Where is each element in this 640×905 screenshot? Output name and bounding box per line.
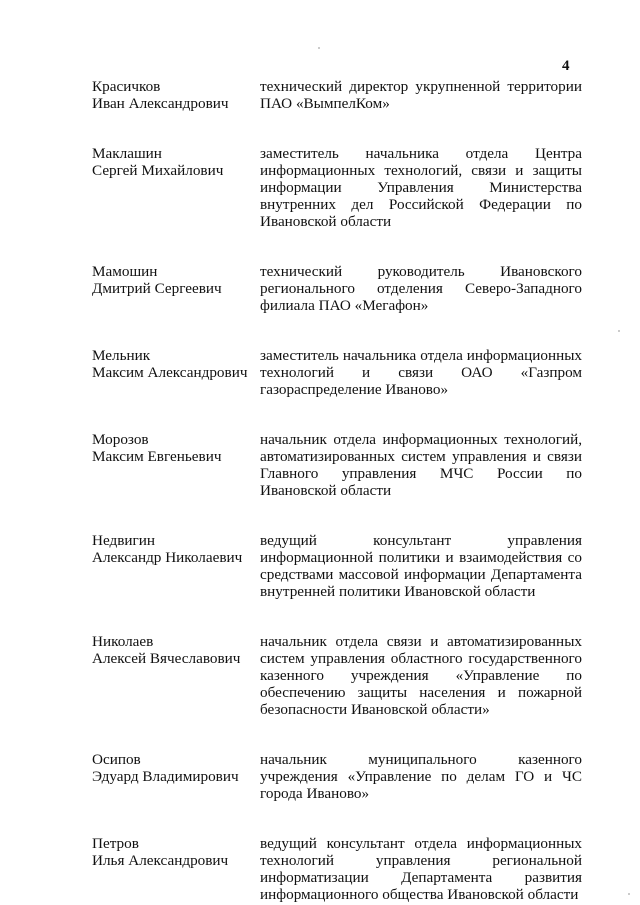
member-role: начальник муниципального казенного учреждения «Управление по делам ГО и ЧС города Иваново» (260, 751, 582, 802)
member-surname: Маклашин (92, 145, 162, 162)
member-entry (92, 835, 582, 903)
scan-speck (628, 893, 630, 895)
member-entry (92, 145, 582, 230)
member-role: ведущий консультант отдела информационных технологий управления региональной информатизации Департамента развития информационного общества Ивановской области (260, 835, 582, 903)
member-entry (92, 347, 582, 398)
member-name (92, 145, 260, 230)
member-name (92, 532, 260, 600)
member-given-names: Илья Александрович (92, 852, 229, 869)
member-role: заместитель начальника отдела информационных технологий и связи ОАО «Газпром газораспределение Иваново» (260, 347, 582, 398)
member-surname: Мельник (92, 347, 151, 364)
member-given-names: Сергей Михайлович (92, 162, 224, 179)
member-entry (92, 633, 582, 718)
member-given-names: Алексей Вячеславович (92, 650, 241, 667)
member-given-names: Александр Николаевич (92, 549, 243, 566)
member-name (92, 751, 260, 802)
member-entry (92, 751, 582, 802)
page-number: 4 (562, 58, 570, 74)
member-role: заместитель начальника отдела Центра информационных технологий, связи и защиты информации Управления Министерства внутренних дел Российской Федерации по Ивановской области (260, 145, 582, 230)
member-role: начальник отдела связи и автоматизированных систем управления областного государственного казенного учреждения «Управление по обеспечению защиты населения и пожарной безопасности Ивановской области» (260, 633, 582, 718)
member-given-names: Эдуард Владимирович (92, 768, 239, 785)
member-surname: Мамошин (92, 263, 158, 280)
member-name (92, 78, 260, 112)
member-entry (92, 263, 582, 314)
scan-speck (618, 330, 620, 332)
member-surname: Петров (92, 835, 139, 852)
member-surname: Осипов (92, 751, 141, 768)
member-given-names: Максим Евгеньевич (92, 448, 222, 465)
member-given-names: Иван Александрович (92, 95, 229, 112)
member-role: технический руководитель Ивановского регионального отделения Северо-Западного филиала ПАО «Мегафон» (260, 263, 582, 314)
member-entry (92, 532, 582, 600)
member-surname: Недвигин (92, 532, 156, 549)
member-list (92, 78, 582, 903)
member-entry (92, 78, 582, 112)
member-surname: Николаев (92, 633, 154, 650)
member-name (92, 263, 260, 314)
member-name (92, 431, 260, 499)
member-given-names: Максим Александрович (92, 364, 248, 381)
member-surname: Красичков (92, 78, 161, 95)
member-role: начальник отдела информационных технологий, автоматизированных систем управления и связи Главного управления МЧС России по Ивановской области (260, 431, 582, 499)
member-surname: Морозов (92, 431, 149, 448)
member-role: технический директор укрупненной территории ПАО «ВымпелКом» (260, 78, 582, 112)
member-role: ведущий консультант управления информационной политики и взаимодействия со средствами массовой информации Департамента внутренней политики Ивановской области (260, 532, 582, 600)
member-given-names: Дмитрий Сергеевич (92, 280, 222, 297)
member-name (92, 835, 260, 903)
scan-speck (318, 47, 320, 49)
member-name (92, 347, 260, 398)
member-name (92, 633, 260, 718)
member-entry (92, 431, 582, 499)
